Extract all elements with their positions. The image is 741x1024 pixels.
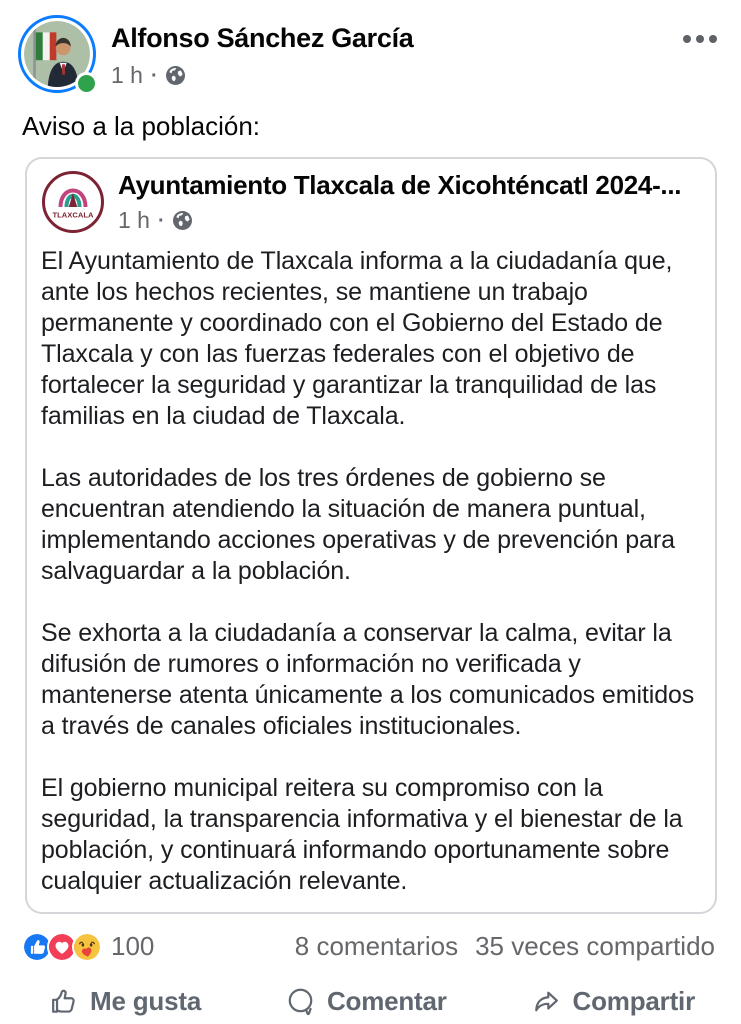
shared-post-timestamp[interactable]: 1 h <box>118 207 150 233</box>
online-status-dot <box>75 72 98 95</box>
reaction-count: 100 <box>111 931 155 961</box>
post-text: Aviso a la población: <box>22 111 261 141</box>
shared-post-paragraph: El gobierno municipal reitera su compromiso con la seguridad, la transparencia informativa y el bienestar de la población, y continuará informando oportunamente sobre cualquier actualización relevante. <box>41 774 683 895</box>
more-options-icon <box>683 35 717 43</box>
profile-avatar[interactable] <box>18 15 98 95</box>
post-meta <box>111 62 679 89</box>
shares-count[interactable]: 35 veces compartido <box>475 931 715 961</box>
comment-button[interactable] <box>283 980 449 1023</box>
share-icon <box>531 986 562 1017</box>
shared-post-card[interactable] <box>25 157 717 914</box>
page-logo-text: TLAXCALA <box>52 210 94 220</box>
globe-icon <box>173 211 192 230</box>
shared-post-paragraph: Las autoridades de los tres órdenes de gobierno se encuentran atendiendo la situación de manera puntual, implementando acciones operativas y de prevención para salvaguardar a la población. <box>41 464 675 585</box>
comment-button-label: Comentar <box>326 986 447 1016</box>
post-header-text <box>111 15 679 89</box>
shared-post-paragraph: El Ayuntamiento de Tlaxcala informa a la ciudadanía que, ante los hechos recientes, se mantiene un trabajo permanente y coordinado con el Gobierno del Estado de Tlaxcala y con las fuerzas federales con el objetivo de fortalecer la seguridad y garantizar la tranquilidad de las familias en la ciudad de Tlaxcala. <box>41 247 673 430</box>
action-bar <box>0 968 741 1023</box>
shared-post-header <box>41 170 701 234</box>
comments-count[interactable]: 8 comentarios <box>294 931 459 961</box>
shared-post-header-text <box>118 170 701 234</box>
more-options-button[interactable] <box>679 15 721 63</box>
reactions-summary[interactable] <box>22 931 154 962</box>
comment-icon <box>285 986 316 1017</box>
author-name[interactable]: Alfonso Sánchez García <box>111 23 414 53</box>
meta-separator: · <box>157 209 165 232</box>
share-button-label: Compartir <box>572 986 695 1016</box>
post-header <box>0 0 741 95</box>
post-timestamp[interactable]: 1 h <box>111 62 143 88</box>
like-button-label: Me gusta <box>90 986 202 1016</box>
share-button[interactable] <box>529 980 697 1023</box>
shared-author-name[interactable]: Ayuntamiento Tlaxcala de Xicohténcatl 2024-... <box>118 170 682 200</box>
meta-separator: · <box>150 64 158 87</box>
engagement-row <box>0 914 741 968</box>
page-logo[interactable] <box>41 170 105 234</box>
shared-post-meta <box>118 207 701 234</box>
care-reaction-icon <box>72 932 102 962</box>
shared-post-body <box>41 246 701 897</box>
globe-icon <box>166 66 185 85</box>
shared-post-paragraph: Se exhorta a la ciudadanía a conservar la calma, evitar la difusión de rumores o información no verificada y mantenerse atenta únicamente a los comunicados emitidos a través de canales oficiales institucionales. <box>41 619 695 740</box>
like-icon <box>48 986 79 1017</box>
like-button[interactable] <box>46 980 203 1023</box>
